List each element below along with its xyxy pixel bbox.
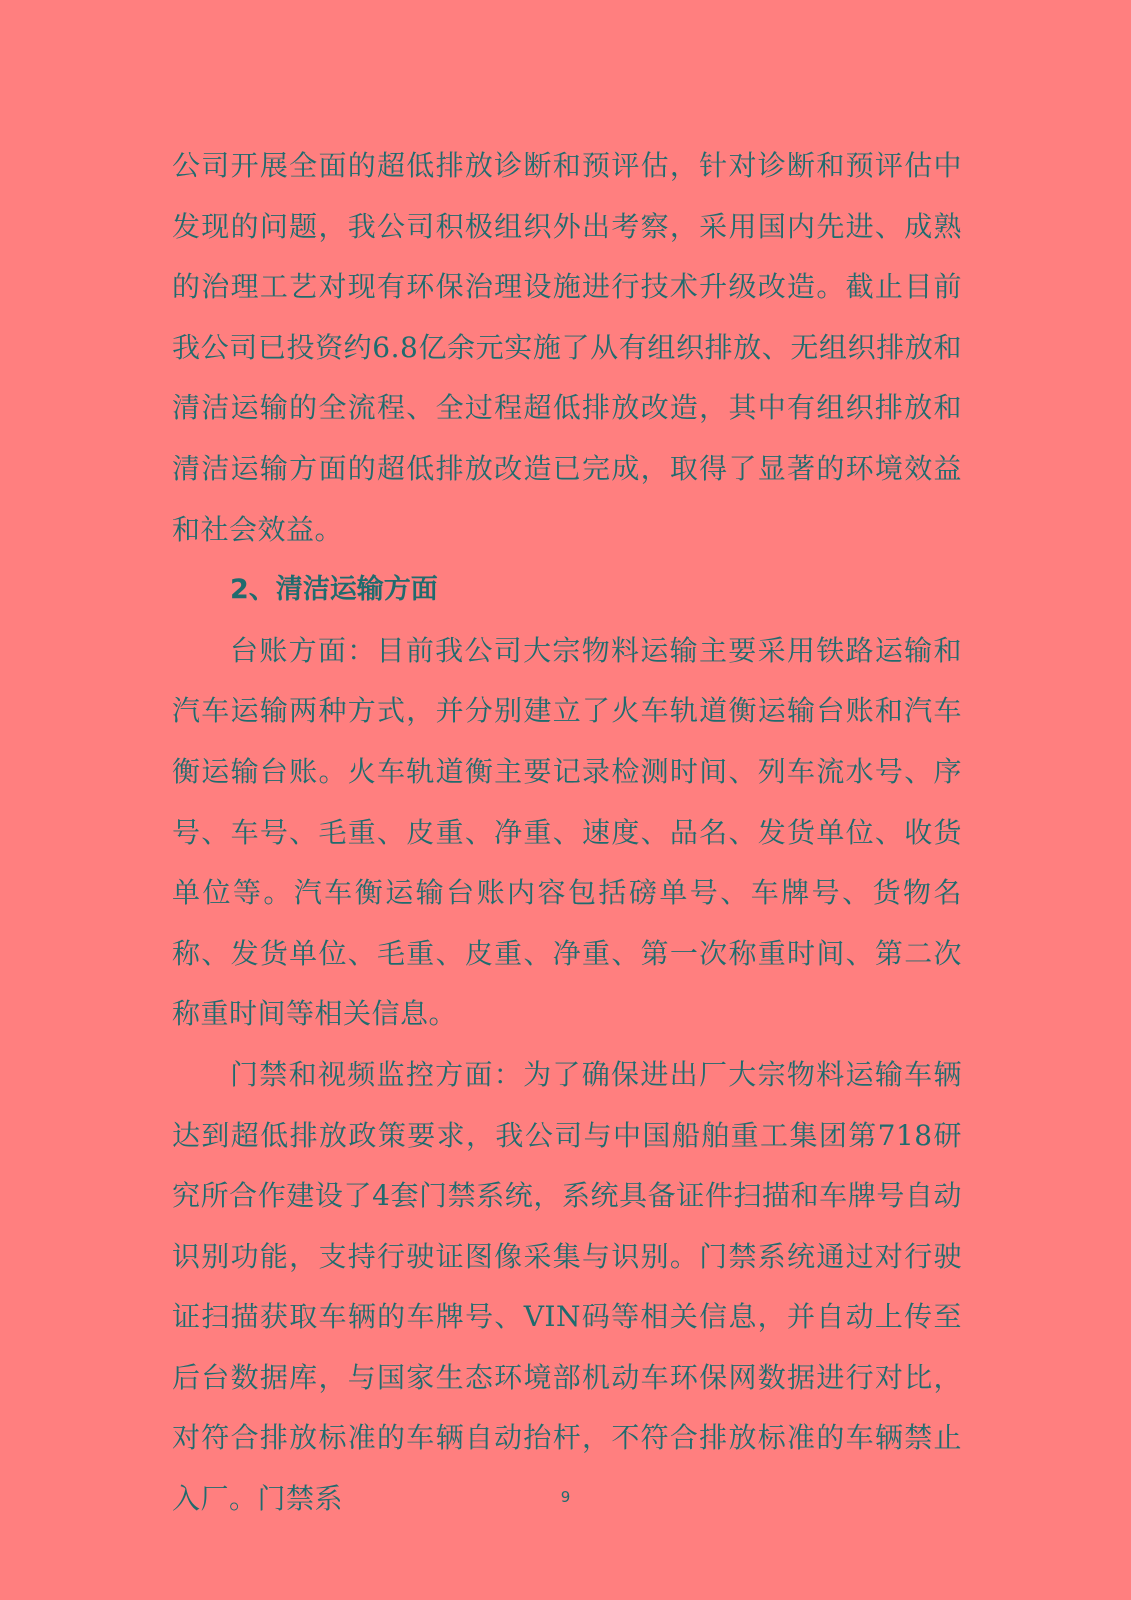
paragraph-ledger: 台账方面：目前我公司大宗物料运输主要采用铁路运输和汽车运输两种方式，并分别建立了火车轨道衡运输台账和汽车衡运输台账。火车轨道衡主要记录检测时间、列车流水号、序号、车号、毛重、皮重、净重、速度、品名、发货单位、收货单位等。汽车衡运输台账内容包括磅单号、车牌号、货物名称、发货单位、毛重、皮重、净重、第一次称重时间、第二次称重时间等相关信息。 — [172, 633, 962, 1031]
paragraph-access-control: 门禁和视频监控方面：为了确保进出厂大宗物料运输车辆达到超低排放政策要求，我公司与中国船舶重工集团第718研究所合作建设了4套门禁系统，系统具备证件扫描和车牌号自动识别功能，支持行驶证图像采集与识别。门禁系统通过对行驶证扫描获取车辆的车牌号、VIN码等相关信息，并自动上传至后台数据库，与国家生态环境部机动车环保网数据进行对比，对符合排放标准的车辆自动抬杆，不符合排放标准的车辆禁止入厂。门禁系 — [172, 1057, 962, 1516]
document-body — [172, 136, 962, 1530]
paragraph-overview: 公司开展全面的超低排放诊断和预评估，针对诊断和预评估中发现的问题，我公司积极组织外出考察，采用国内先进、成熟的治理工艺对现有环保治理设施进行技术升级改造。截止目前我公司已投资约6.8亿余元实施了从有组织排放、无组织排放和清洁运输的全流程、全过程超低排放改造，其中有组织排放和清洁运输方面的超低排放改造已完成，取得了显著的环境效益和社会效益。 — [172, 149, 962, 546]
page-number: 9 — [560, 1488, 571, 1506]
section-heading-clean-transport: 2、清洁运输方面 — [230, 574, 438, 606]
